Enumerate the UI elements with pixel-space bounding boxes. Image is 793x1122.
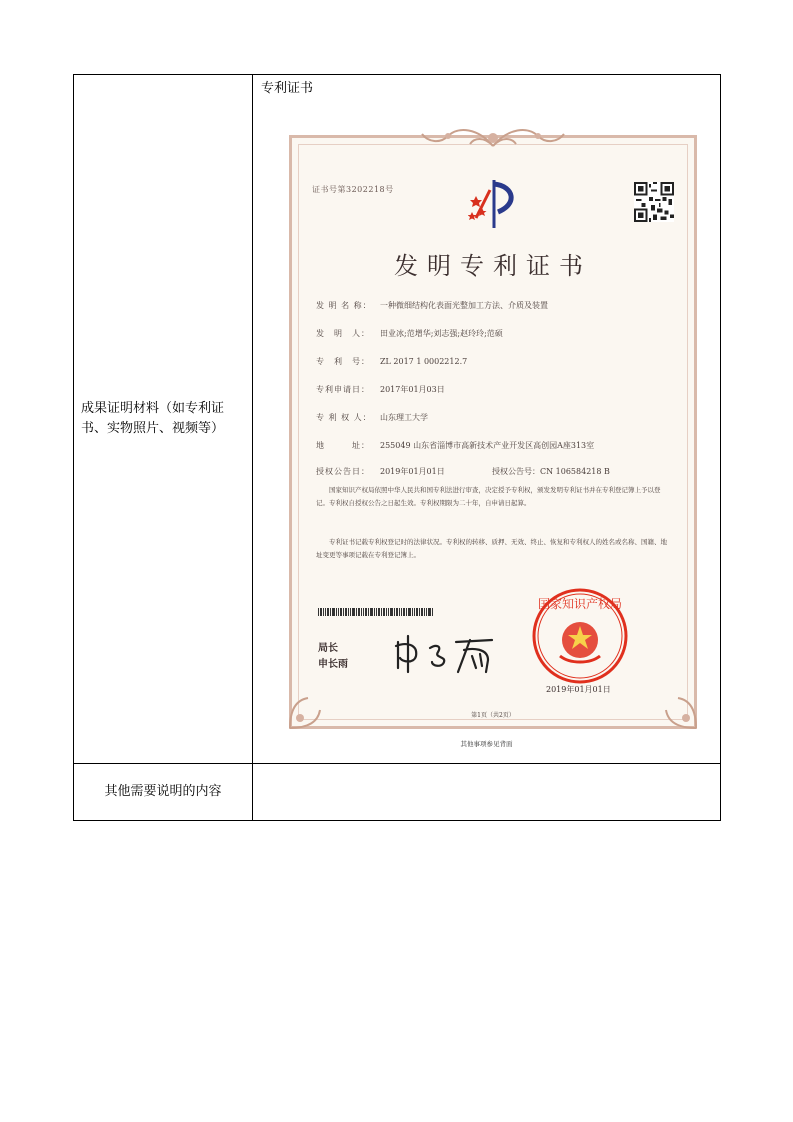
- back-note: 其他事项参见背面: [460, 740, 513, 748]
- field-patent-number: 专 利 号： ZL 2017 1 0002212.7: [316, 357, 468, 366]
- certificate-paragraph-2: 专利证书记载专利权登记时的法律状况。专利权的转移、质押、无效、终止、恢复和专利权人的姓名或名称、国籍、地址变更等事项记载在专利登记簿上。: [316, 538, 667, 559]
- other-notes-label: 其他需要说明的内容: [74, 764, 253, 821]
- certificate-number: 证书号第3202218号: [312, 185, 394, 194]
- other-notes-content: [253, 764, 721, 821]
- field-announcement-number: 授权公告号：CN 106584218 B: [492, 467, 610, 476]
- field-filing-date: 专利申请日： 2017年01月03日: [316, 385, 445, 394]
- qr-code-icon: [634, 182, 674, 222]
- director-title: 局长: [318, 643, 338, 654]
- form-table: [73, 74, 721, 821]
- patent-certificate-image: [289, 135, 697, 729]
- ornament-top-icon: [418, 124, 568, 152]
- field-address: 地 址： 255049 山东省淄博市高新技术产业开发区高创园A座313室: [316, 441, 595, 450]
- certificate-title: 发明专利证书: [394, 252, 592, 280]
- official-seal-icon: [530, 586, 630, 686]
- field-announcement-date: 授权公告日： 2019年01月01日: [316, 467, 445, 476]
- patent-certificate-heading: 专利证书: [261, 81, 314, 96]
- table-row-materials: [74, 75, 721, 764]
- field-inventor: 发 明 人： 田业冰;范增华;刘志强;赵玲玲;范硕: [316, 329, 503, 338]
- field-patent-owner: 专 利 权 人： 山东理工大学: [316, 413, 428, 422]
- director-name: 申长雨: [318, 659, 348, 670]
- certificate-paragraph-1: 国家知识产权局依照中华人民共和国专利法进行审查，决定授予专利权，颁发发明专利证书并在专利登记簿上予以登记。专利权自授权公告之日起生效。专利权期限为二十年，自申请日起算。: [316, 486, 661, 507]
- table-row-other: [74, 764, 721, 821]
- director-block: [318, 641, 348, 673]
- barcode-icon: [318, 608, 434, 616]
- director-signature-icon: [392, 632, 502, 676]
- seal-date: 2019年01月01日: [546, 685, 611, 694]
- patent-office-logo-icon: [468, 178, 524, 230]
- materials-label: 成果证明材料（如专利证书、实物照片、视频等）: [74, 75, 253, 764]
- field-invention-name: 发 明 名 称： 一种微细结构化表面光整加工方法、介质及装置: [316, 301, 548, 310]
- materials-content: [253, 75, 721, 764]
- seal-text: 国家知识产权局: [537, 597, 623, 611]
- certificate-page-number: 第1页（共2页）: [471, 712, 515, 719]
